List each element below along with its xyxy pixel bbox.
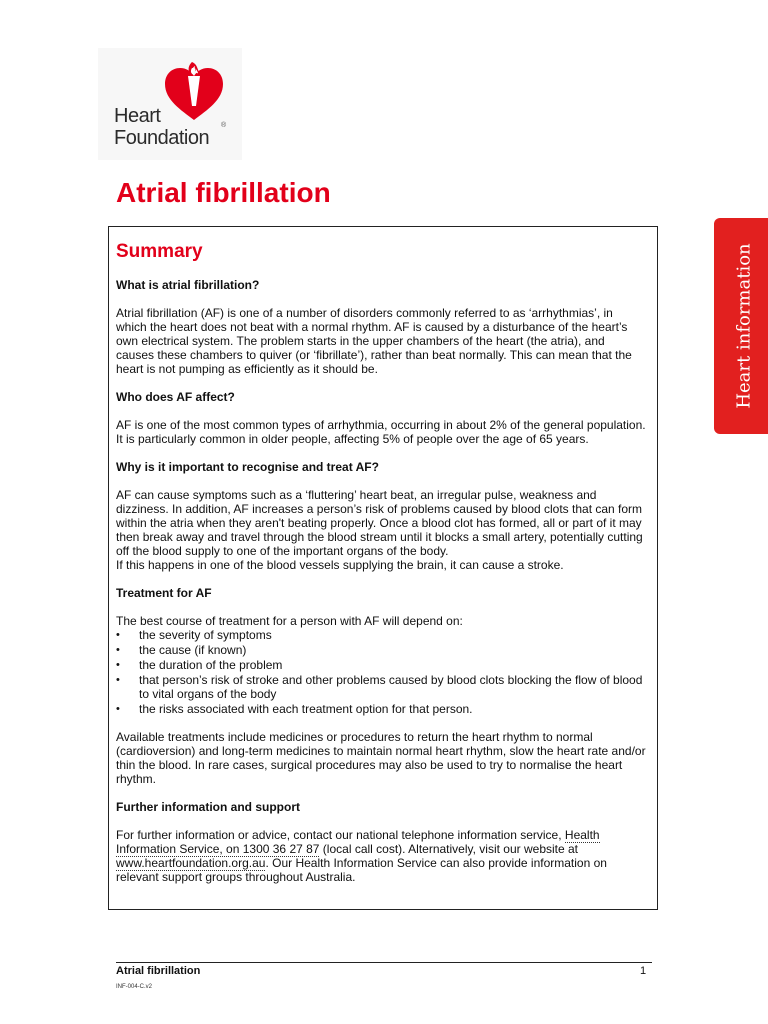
summary-content (116, 240, 646, 898)
logo-word-foundation: Foundation (114, 127, 210, 149)
side-tab (714, 218, 768, 434)
treatment-factor-list (116, 628, 646, 716)
website-link[interactable]: www.heartfoundation.org.au (116, 856, 266, 870)
logo-word-heart: Heart (114, 105, 161, 127)
question-treatment: Treatment for AF (116, 586, 212, 600)
paragraph-further-info (116, 828, 646, 884)
list-item: • the duration of the problem (116, 658, 646, 672)
list-item: • the cause (if known) (116, 643, 646, 657)
document-code: INF-004-C.v2 (116, 984, 153, 990)
question-why-important: Why is it important to recognise and treat AF? (116, 460, 379, 474)
question-what-is-af: What is atrial fibrillation? (116, 278, 260, 292)
heart-foundation-logo (98, 48, 242, 160)
paragraph-stroke-sentence: If this happens in one of the blood vessels supplying the brain, it can cause a stroke. (116, 558, 564, 572)
footer-divider (116, 962, 652, 963)
list-item: • the risks associated with each treatment option for that person. (116, 702, 646, 716)
paragraph-what-is-af: Atrial fibrillation (AF) is one of a number of disorders commonly referred to as ‘arrhythmias’, in which the heart does not beat with a normal rhythm. AF is caused by a disturbance of the heart’s own electrical system. The problem starts in the upper chambers of the heart (the atria), and causes these chambers to quiver (or ‘fibrillate’), rather than beat normally. This can mean that the heart is not pumping as efficiently as it should be. (116, 306, 632, 376)
further-info-text-a: For further information or advice, contact our national telephone information service, (116, 828, 565, 842)
paragraph-available-treatments: Available treatments include medicines or procedures to return the heart rhythm to normal (cardioversion) and long-term medicines to maintain normal heart rhythm, slow the heart rate and/or thin the blood. In rare cases, surgical procedures may also be used to try to normalise the heart rhythm. (116, 730, 646, 786)
further-info-text-b: (local call cost). Alternatively, visit our website at (319, 842, 579, 856)
list-item: • the severity of symptoms (116, 628, 646, 642)
list-item: • that person’s risk of stroke and other problems caused by blood clots blocking the flow of blood to vital organs of the body (116, 673, 646, 701)
heart-torch-icon (161, 58, 227, 124)
question-who-affected: Who does AF affect? (116, 390, 235, 404)
health-information-service-link[interactable]: Health Information Service, on 1300 36 27 87 (116, 828, 600, 856)
footer-title: Atrial fibrillation (116, 965, 201, 977)
summary-heading: Summary (116, 241, 203, 262)
paragraph-treatment-intro: The best course of treatment for a person with AF will depend on: (116, 614, 463, 628)
further-info-text-c: . Our Health Information Service can also provide information on relevant support groups throughout Australia. (116, 856, 607, 884)
question-further-info: Further information and support (116, 800, 300, 814)
paragraph-why-important-text: AF can cause symptoms such as a ‘fluttering’ heart beat, an irregular pulse, weakness and dizziness. In addition, AF increases a person’s risk of problems caused by blood clots that can form within the atria when they aren't beating properly. Once a blood clot has formed, all or part of it may then break away and travel through the blood stream until it blocks a small artery, potentially cutting off the blood supply to one of the important organs of the body. (116, 488, 643, 558)
side-tab-label: Heart information (733, 243, 755, 409)
paragraph-why-important (116, 488, 646, 572)
document-title: Atrial fibrillation (116, 177, 331, 208)
registered-mark: ® (221, 122, 227, 129)
page-number: 1 (640, 965, 647, 977)
paragraph-who-affected: AF is one of the most common types of arrhythmia, occurring in about 2% of the general population. It is particularly common in older people, affecting 5% of people over the age of 65 years. (116, 418, 646, 446)
